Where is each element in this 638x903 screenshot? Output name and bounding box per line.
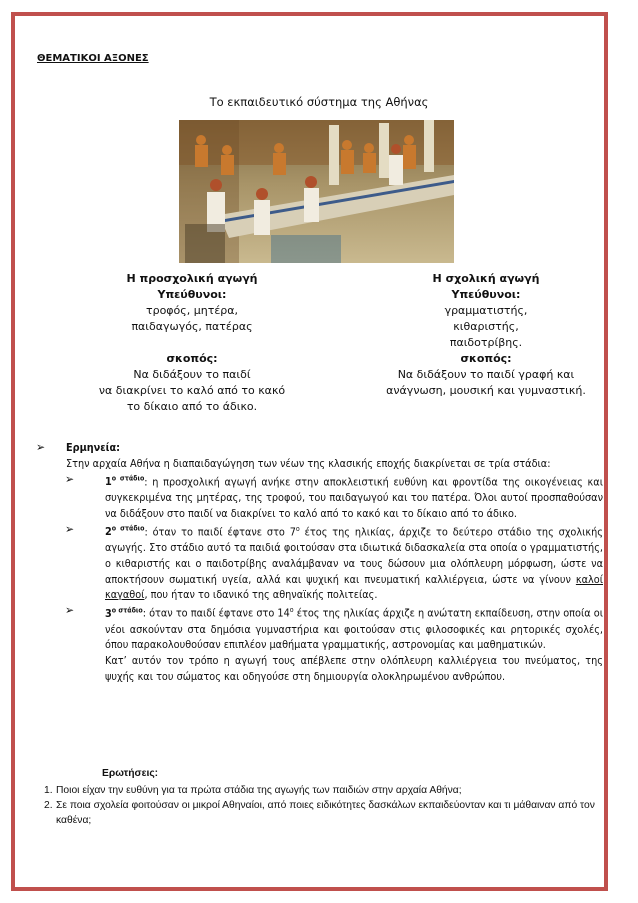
preschool-title: Η προσχολική αγωγή [126,272,258,285]
interpretation-label: Ερμηνεία: [66,441,121,454]
page-heading: ΘΕΜΑΤΙΚΟΙ ΑΞΟΝΕΣ [37,53,149,64]
stage-title: ο στάδιο [111,474,145,483]
preschool-goal-line: το δίκαιο από το άδικο. [126,400,258,413]
stage-text: : η προσχολική αγωγή ανήκε στην αποκλειστική ευθύνη και φροντίδα της οικογένειας και συγκεκριμένα της μητέρας, της τροφού, του παιδαγωγού και του πατέρα. Όλοι αυτοί προσπαθούσαν να διδάξουν στο παιδί να διακρίνει το καλό από το κακό και το δίκαιο από το άδικο. [105,475,603,520]
question-item [33,783,603,798]
stage-number: 1 [105,475,112,489]
stage-text: έτος της ηλικίας άρχιζε η ανώτατη εκπαίδευση, στην οποία οι νέοι ασκούνταν στα δημόσια γυμναστήρια και φοιτούσαν στις φιλοσοφικές και ρητορικές σχολές, όπου παρακολουθούσαν επιπλέον μαθήματα γραμματικής, αστρονομίας και μαθηματικών. [105,606,603,652]
school-goal-line: Να διδάξουν το παιδί γραφή και [397,368,575,381]
stage-text: , που ήταν το ιδανικό της αθηναϊκής πολιτείας. [144,588,378,602]
kaloi-kagathoi-term: καλοί καγαθοί [105,572,603,602]
school-responsible-line: παιδοτρίβης. [449,336,523,349]
question-text: Ποιοι είχαν την ευθύνη για τα πρώτα στάδια της αγωγής των παιδιών στην αρχαία Αθήνα; [56,785,462,796]
school-responsible-line: κιθαριστής, [453,320,519,333]
question-text: Σε ποια σχολεία φοιτούσαν οι μικροί Αθηναίοι, από ποιες ειδικότητες δασκάλων εκπαιδεύονταν και τι μάθαιναν από τον καθένα; [56,800,595,826]
question-number: 2. [44,800,53,811]
stage-1 [65,471,603,522]
preschool-responsible-line: παιδαγωγός, πατέρας [131,320,253,333]
questions-title: Ερωτήσεις: [102,768,159,779]
stage-text: : όταν το παιδί έφτανε στο 14 [142,606,290,620]
questions-section [33,766,603,828]
arrow-bullet-icon: ➢ [36,440,46,454]
arrow-bullet-icon: ➢ [65,471,75,486]
interpretation-intro: Στην αρχαία Αθήνα η διαπαιδαγώγηση των νέων της κλασικής εποχής διακρίνεται σε τρία στάδια: [66,456,551,470]
school-goal-line: ανάγνωση, μουσική και γυμναστική. [386,384,586,397]
preschool-responsible-label: Υπεύθυνοι: [157,288,227,301]
stage-3 [65,603,603,653]
preschool-goal-line: να διακρίνει το καλό από το κακό [98,384,286,397]
school-responsible-line: γραμματιστής, [444,304,528,317]
stage-number: 2 [105,525,112,539]
closing-paragraph: Κατ’ αυτόν τον τρόπο η αγωγή τους απέβλεπε στην ολόπλευρη καλλιέργεια του πνεύματος, της ψυχής και του σώματος και οδηγούσε στη δημιουργία ολοκληρωμένου ανθρώπου. [105,654,603,683]
preschool-column [52,271,332,415]
ordinal-marker: ο [289,606,294,615]
stage-2 [65,521,603,604]
interpretation-section [36,440,603,685]
school-goal-label: σκοπός: [460,352,512,365]
arrow-bullet-icon: ➢ [65,521,75,536]
stage-title: ο στάδιο [111,606,143,615]
arrow-bullet-icon: ➢ [65,603,75,618]
school-title: Η σχολική αγωγή [432,272,540,285]
stage-title: ο στάδιο [111,524,145,533]
school-column [358,271,614,399]
preschool-goal-label: σκοπός: [166,352,218,365]
stage-text: : όταν το παιδί έφτανε στο 7 [144,525,296,539]
stage-number: 3 [105,606,112,620]
school-responsible-label: Υπεύθυνοι: [451,288,521,301]
page-title: Το εκπαιδευτικό σύστημα της Αθήνας [209,95,429,109]
preschool-responsible-line: τροφός, μητέρα, [145,304,239,317]
ordinal-marker: ο [295,524,300,533]
question-number: 1. [44,785,53,796]
school-illustration [179,120,454,263]
preschool-goal-line: Να διδάξουν το παιδί [133,368,251,381]
question-item [33,798,603,828]
stage-text: έτος της ηλικίας, άρχιζε το δεύτερο στάδιο της σχολικής αγωγής. Στο στάδιο αυτό τα παιδιά φοιτούσαν στα ιδιωτικά διδασκαλεία στα οποία ο γραμματιστής, ο κιθαριστής και ο παιδοτρίβης αναλάμβαναν να τους δώσουν μια ολόπλευρη μόρφωση, ώστε να αποκτήσουν σωματική υγεία, αλλά και ψυχική και πνευματική καλλιέργεια, ώστε να γίνουν [105,525,603,586]
